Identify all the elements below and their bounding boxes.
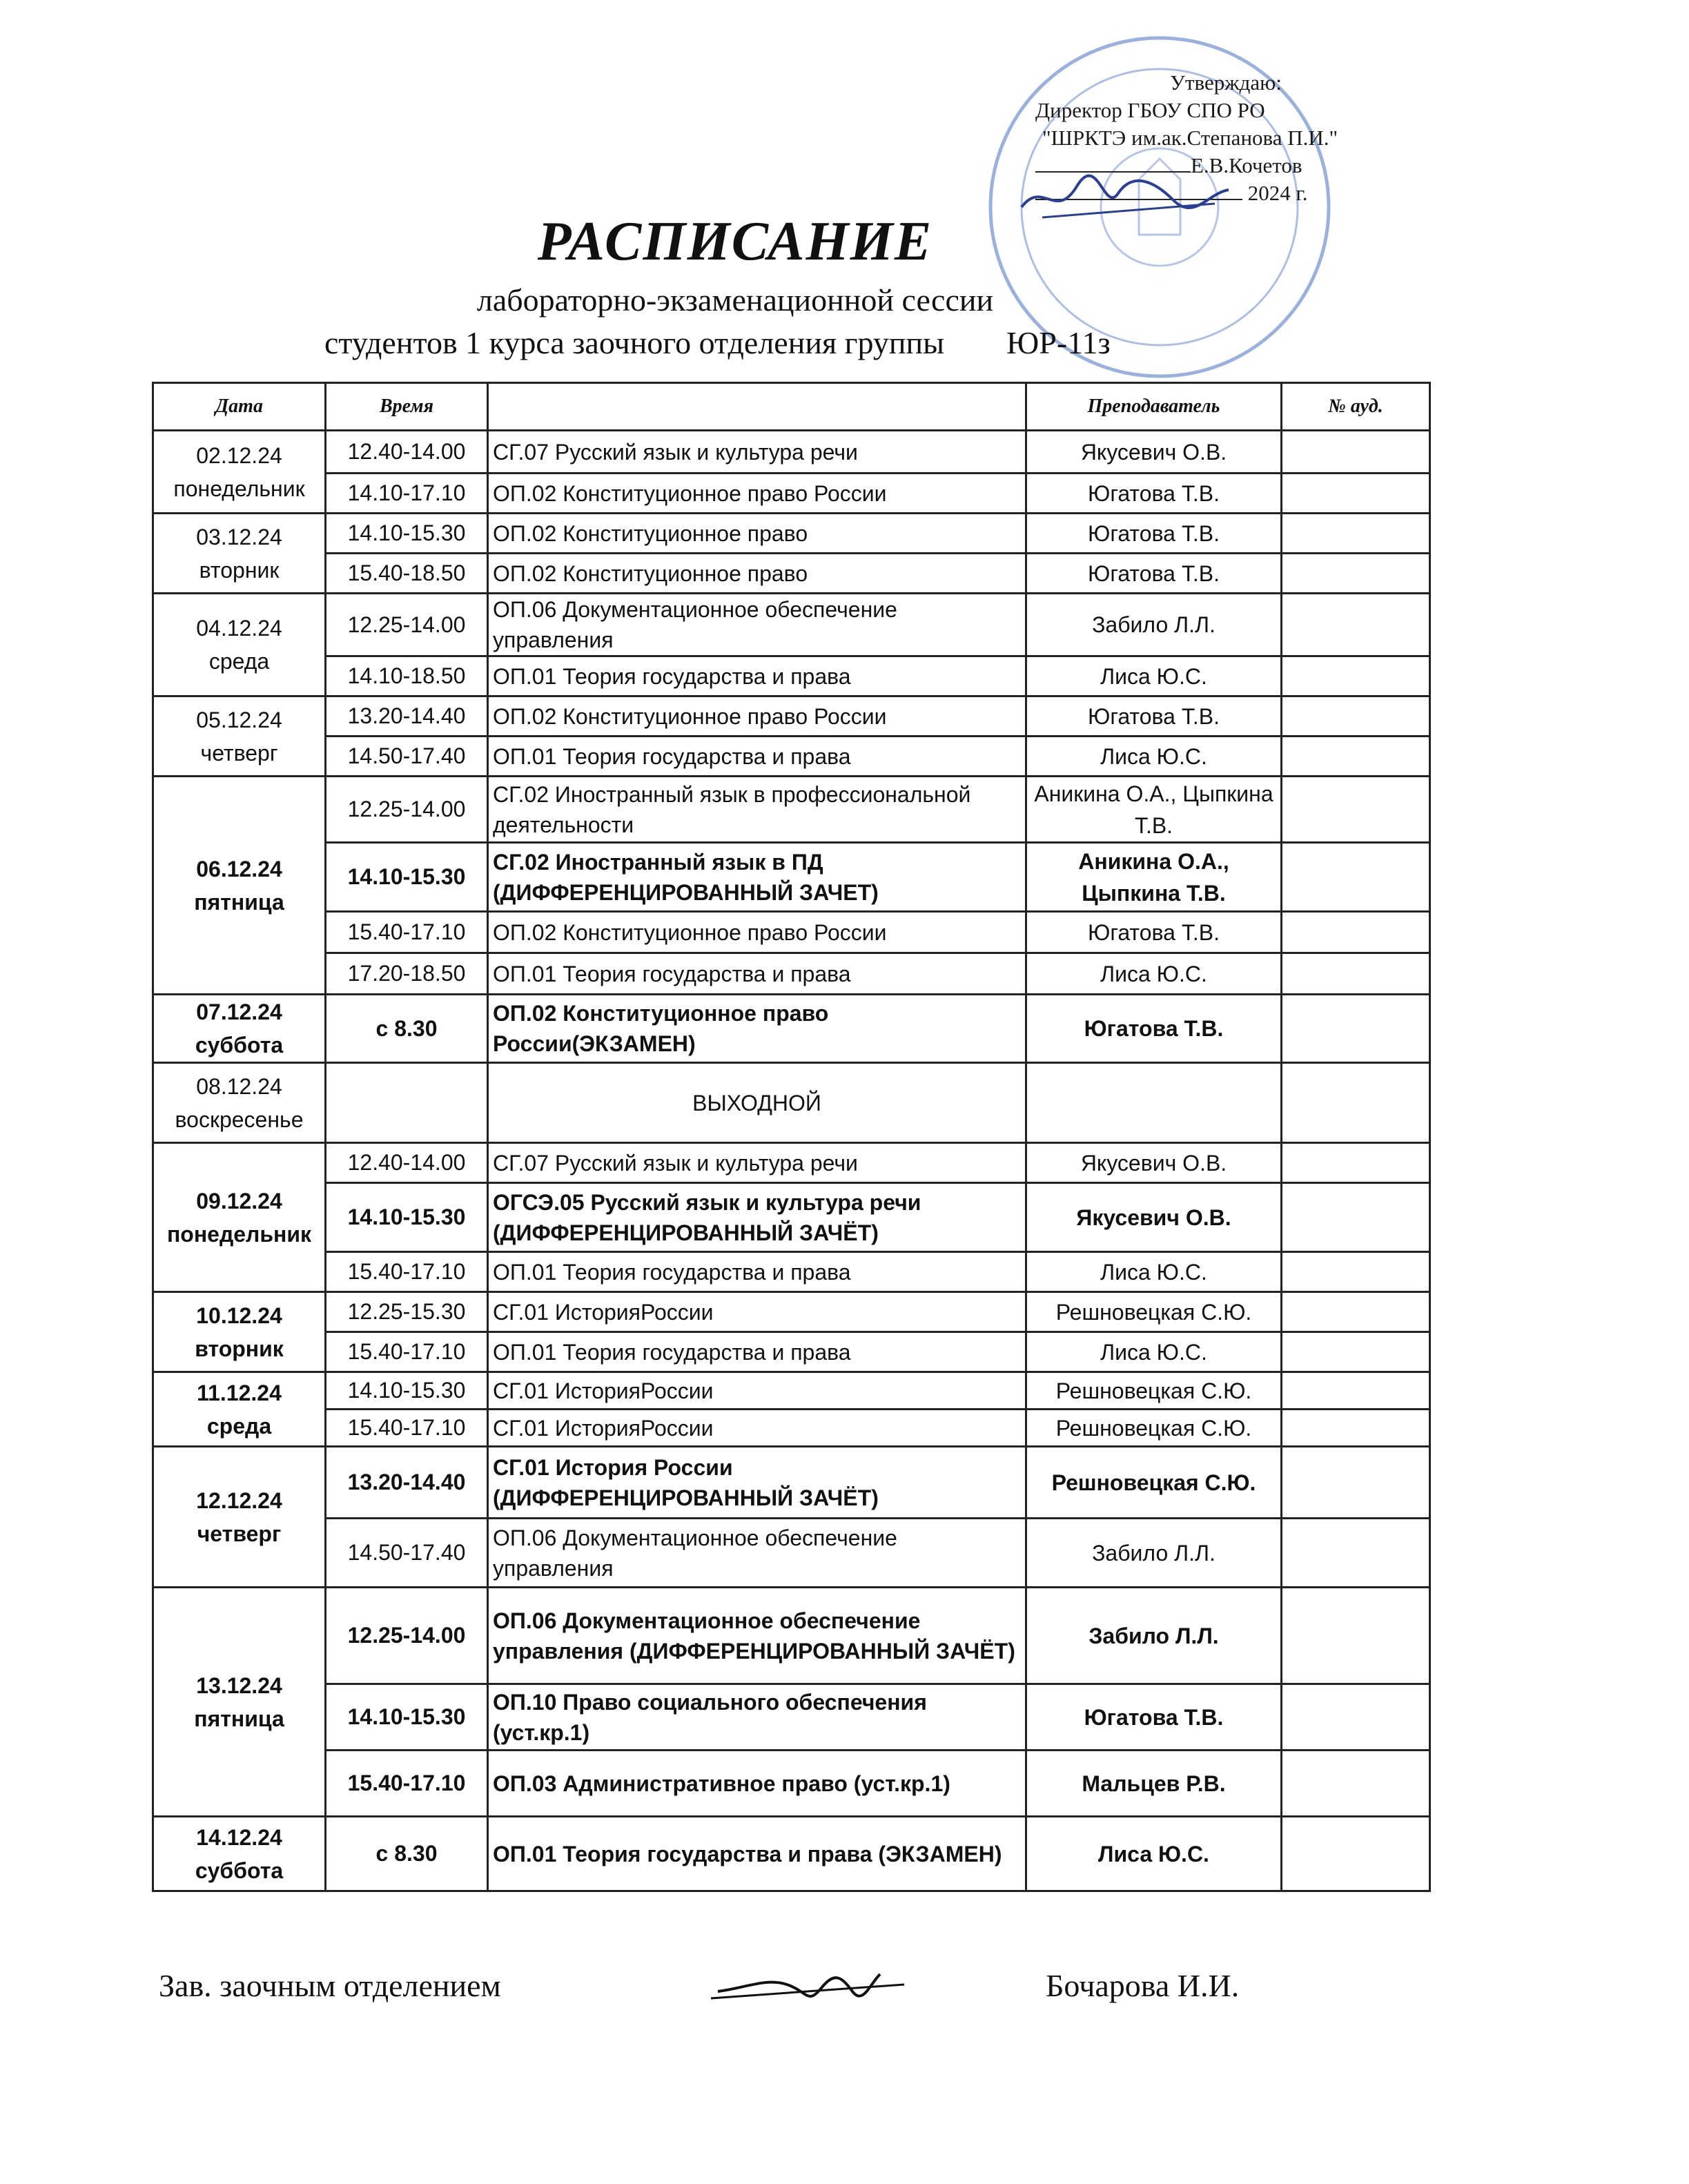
subject-cell: СГ.02 Иностранный язык в ПД (ДИФФЕРЕНЦИРОВАННЫЙ ЗАЧЕТ) (488, 843, 1026, 912)
approval-line-1: Утверждаю: (1170, 70, 1282, 95)
day-date: 07.12.24 (196, 1000, 282, 1024)
subject-cell: ОП.06 Документационное обеспечение управления (488, 1519, 1026, 1588)
day-cell (153, 696, 326, 777)
footer-position: Зав. заочным отделением (159, 1968, 501, 2003)
room-cell (1282, 912, 1430, 953)
day-weekday: среда (206, 1413, 272, 1439)
table-row (153, 843, 1430, 912)
director-name: Е.В.Кочетов (1191, 153, 1302, 177)
day-date: 09.12.24 (196, 1188, 282, 1213)
teacher-cell: Решновецкая С.Ю. (1026, 1410, 1282, 1447)
subject-cell: ОП.01 Теория государства и права (488, 737, 1026, 777)
teacher-cell: Лиса Ю.С. (1026, 1817, 1282, 1891)
time-cell: 14.10-18.50 (326, 656, 488, 696)
room-cell (1282, 995, 1430, 1063)
table-row (153, 1588, 1430, 1684)
room-cell (1282, 953, 1430, 995)
subject-cell: ОП.02 Конституционное право (488, 554, 1026, 594)
subject-cell: ОП.06 Документационное обеспечение управления (488, 594, 1026, 656)
time-cell: 14.10-17.10 (326, 474, 488, 514)
teacher-cell: Аникина О.А., Цыпкина Т.В. (1026, 843, 1282, 912)
time-cell: 14.10-15.30 (326, 1183, 488, 1252)
day-weekday: пятница (194, 889, 284, 915)
time-cell: 13.20-14.40 (326, 1447, 488, 1519)
time-cell: 12.25-14.00 (326, 594, 488, 656)
time-cell: 14.10-15.30 (326, 1372, 488, 1410)
room-cell (1282, 1332, 1430, 1372)
time-cell: 15.40-17.10 (326, 912, 488, 953)
room-cell (1282, 554, 1430, 594)
column-header-teacher: Преподаватель (1026, 383, 1282, 431)
teacher-cell (1026, 1063, 1282, 1143)
time-cell: 14.50-17.40 (326, 737, 488, 777)
subject-cell: ОП.03 Административное право (уст.кр.1) (488, 1751, 1026, 1817)
column-header-room: № ауд. (1282, 383, 1430, 431)
day-date: 05.12.24 (196, 707, 282, 732)
table-row (153, 737, 1430, 777)
time-cell: 14.50-17.40 (326, 1519, 488, 1588)
day-cell (153, 995, 326, 1063)
day-weekday: вторник (199, 557, 280, 583)
subject-cell: ОП.01 Теория государства и права (488, 1252, 1026, 1292)
time-cell: 13.20-14.40 (326, 696, 488, 737)
teacher-cell: Лиса Ю.С. (1026, 737, 1282, 777)
day-cell (153, 777, 326, 995)
table-row (153, 474, 1430, 514)
table-row (153, 1063, 1430, 1143)
subject-cell: СГ.01 ИсторияРоссии (488, 1372, 1026, 1410)
day-cell (153, 594, 326, 696)
room-cell (1282, 1252, 1430, 1292)
day-cell (153, 1143, 326, 1292)
subject-cell: ОП.02 Конституционное право России (488, 696, 1026, 737)
room-cell (1282, 1292, 1430, 1332)
group-code: ЮР-11з (1006, 325, 1111, 360)
teacher-cell: Решновецкая С.Ю. (1026, 1372, 1282, 1410)
teacher-cell: Якусевич О.В. (1026, 431, 1282, 474)
time-cell: 15.40-17.10 (326, 1252, 488, 1292)
day-date: 08.12.24 (196, 1073, 282, 1099)
day-date: 12.12.24 (196, 1488, 282, 1513)
teacher-cell: Югатова Т.В. (1026, 554, 1282, 594)
day-cell (153, 514, 326, 594)
approval-line-3: "ШРКТЭ им.ак.Степанова П.И." (1042, 126, 1338, 150)
table-row (153, 1684, 1430, 1751)
time-cell: 15.40-17.10 (326, 1332, 488, 1372)
room-cell (1282, 1063, 1430, 1143)
table-row (153, 777, 1430, 843)
approval-year: 2024 г. (1247, 181, 1308, 205)
day-date: 02.12.24 (196, 442, 282, 468)
subject-cell: СГ.07 Русский язык и культура речи (488, 431, 1026, 474)
table-row (153, 1817, 1430, 1891)
subject-cell: СГ.02 Иностранный язык в профессиональной деятельности (488, 777, 1026, 843)
table-row (153, 953, 1430, 995)
table-row (153, 1410, 1430, 1447)
footer-name: Бочарова И.И. (1046, 1968, 1240, 2003)
day-cell (153, 1372, 326, 1447)
day-date: 04.12.24 (196, 616, 282, 641)
teacher-cell: Забило Л.Л. (1026, 594, 1282, 656)
teacher-cell: Решновецкая С.Ю. (1026, 1447, 1282, 1519)
teacher-cell: Аникина О.А., Цыпкина Т.В. (1026, 777, 1282, 843)
day-weekday: суббота (195, 1858, 284, 1883)
table-row (153, 1292, 1430, 1332)
day-cell (153, 1292, 326, 1372)
teacher-cell: Югатова Т.В. (1026, 514, 1282, 554)
approval-line-2: Директор ГБОУ СПО РО (1035, 98, 1265, 122)
day-date: 11.12.24 (197, 1380, 282, 1405)
room-cell (1282, 474, 1430, 514)
teacher-cell: Лиса Ю.С. (1026, 953, 1282, 995)
teacher-cell: Лиса Ю.С. (1026, 1332, 1282, 1372)
subject-cell: СГ.01 ИсторияРоссии (488, 1292, 1026, 1332)
day-date: 13.12.24 (196, 1673, 282, 1698)
room-cell (1282, 777, 1430, 843)
day-weekday: среда (208, 649, 270, 674)
day-weekday: вторник (195, 1336, 284, 1361)
day-cell (153, 1063, 326, 1143)
table-row (153, 1751, 1430, 1817)
teacher-cell: Югатова Т.В. (1026, 995, 1282, 1063)
room-cell (1282, 737, 1430, 777)
time-cell: 12.25-14.00 (326, 777, 488, 843)
day-weekday: суббота (195, 1033, 284, 1057)
room-cell (1282, 1751, 1430, 1817)
subject-cell: ОП.01 Теория государства и права (488, 1332, 1026, 1372)
table-row (153, 1332, 1430, 1372)
schedule-table (152, 382, 1431, 1892)
table-row (153, 656, 1430, 696)
column-header-time: Время (326, 383, 488, 431)
day-cell (153, 1817, 326, 1891)
time-cell: 15.40-17.10 (326, 1410, 488, 1447)
room-cell (1282, 1143, 1430, 1183)
subject-cell: ОП.02 Конституционное право России(ЭКЗАМЕН) (488, 995, 1026, 1063)
time-cell: 14.10-15.30 (326, 514, 488, 554)
subject-cell: ОП.02 Конституционное право России (488, 912, 1026, 953)
table-row (153, 1143, 1430, 1183)
column-header-subject (488, 383, 1026, 431)
teacher-cell: Забило Л.Л. (1026, 1519, 1282, 1588)
subject-cell: СГ.01 История России (ДИФФЕРЕНЦИРОВАННЫЙ ЗАЧЁТ) (488, 1447, 1026, 1519)
room-cell (1282, 1410, 1430, 1447)
table-row (153, 1372, 1430, 1410)
time-cell (326, 1063, 488, 1143)
subject-cell: ОП.06 Документационное обеспечение управления (ДИФФЕРЕНЦИРОВАННЫЙ ЗАЧЁТ) (488, 1588, 1026, 1684)
room-cell (1282, 1817, 1430, 1891)
room-cell (1282, 1183, 1430, 1252)
subtitle-group-text: студентов 1 курса заочного отделения группы (324, 325, 945, 360)
time-cell: 12.40-14.00 (326, 1143, 488, 1183)
time-cell: 15.40-18.50 (326, 554, 488, 594)
room-cell (1282, 843, 1430, 912)
day-cell (153, 1588, 326, 1817)
day-weekday: четверг (200, 740, 278, 766)
time-cell: 14.10-15.30 (326, 1684, 488, 1751)
subject-cell: ВЫХОДНОЙ (488, 1063, 1026, 1143)
time-cell: 15.40-17.10 (326, 1751, 488, 1817)
subject-cell: ОП.02 Конституционное право России (488, 474, 1026, 514)
teacher-cell: Якусевич О.В. (1026, 1143, 1282, 1183)
subject-cell: ОП.02 Конституционное право (488, 514, 1026, 554)
table-row (153, 912, 1430, 953)
time-cell: 12.25-15.30 (326, 1292, 488, 1332)
room-cell (1282, 1372, 1430, 1410)
teacher-cell: Мальцев Р.В. (1026, 1751, 1282, 1817)
table-row (153, 431, 1430, 474)
page-title: РАСПИСАНИЕ (537, 211, 933, 272)
teacher-cell: Югатова Т.В. (1026, 474, 1282, 514)
table-row (153, 696, 1430, 737)
teacher-cell: Югатова Т.В. (1026, 912, 1282, 953)
table-row (153, 995, 1430, 1063)
time-cell: 17.20-18.50 (326, 953, 488, 995)
time-cell: с 8.30 (326, 1817, 488, 1891)
room-cell (1282, 1447, 1430, 1519)
teacher-cell: Решновецкая С.Ю. (1026, 1292, 1282, 1332)
day-cell (153, 431, 326, 514)
subtitle-group (324, 324, 1111, 361)
room-cell (1282, 1588, 1430, 1684)
teacher-cell: Забило Л.Л. (1026, 1588, 1282, 1684)
subject-cell: СГ.01 ИсторияРоссии (488, 1410, 1026, 1447)
room-cell (1282, 696, 1430, 737)
subject-cell: ОП.01 Теория государства и права (ЭКЗАМЕН) (488, 1817, 1026, 1891)
schedule-body (153, 431, 1430, 1891)
subject-cell: ОГСЭ.05 Русский язык и культура речи (ДИФФЕРЕНЦИРОВАННЫЙ ЗАЧЁТ) (488, 1183, 1026, 1252)
teacher-cell: Югатова Т.В. (1026, 1684, 1282, 1751)
subject-cell: ОП.01 Теория государства и права (488, 953, 1026, 995)
table-row (153, 594, 1430, 656)
time-cell: 12.40-14.00 (326, 431, 488, 474)
room-cell (1282, 431, 1430, 474)
subject-cell: СГ.07 Русский язык и культура речи (488, 1143, 1026, 1183)
column-header-date: Дата (153, 383, 326, 431)
room-cell (1282, 594, 1430, 656)
time-cell: 12.25-14.00 (326, 1588, 488, 1684)
day-weekday: четверг (197, 1521, 282, 1546)
teacher-cell: Лиса Ю.С. (1026, 656, 1282, 696)
teacher-cell: Якусевич О.В. (1026, 1183, 1282, 1252)
day-date: 10.12.24 (196, 1303, 282, 1328)
table-row (153, 1447, 1430, 1519)
teacher-cell: Лиса Ю.С. (1026, 1252, 1282, 1292)
subject-cell: ОП.10 Право социального обеспечения (уст.кр.1) (488, 1684, 1026, 1751)
teacher-cell: Югатова Т.В. (1026, 696, 1282, 737)
table-row (153, 1252, 1430, 1292)
room-cell (1282, 1519, 1430, 1588)
day-date: 06.12.24 (196, 856, 282, 881)
table-row (153, 1183, 1430, 1252)
day-weekday: воскресенье (175, 1106, 304, 1132)
table-row (153, 554, 1430, 594)
day-date: 03.12.24 (196, 524, 282, 549)
room-cell (1282, 656, 1430, 696)
subject-cell: ОП.01 Теория государства и права (488, 656, 1026, 696)
day-date: 14.12.24 (196, 1824, 282, 1850)
table-row (153, 1519, 1430, 1588)
day-weekday: понедельник (166, 1221, 312, 1247)
room-cell (1282, 514, 1430, 554)
table-header-row (153, 383, 1430, 431)
time-cell: с 8.30 (326, 995, 488, 1063)
day-weekday: пятница (194, 1706, 284, 1731)
day-cell (153, 1447, 326, 1588)
room-cell (1282, 1684, 1430, 1751)
day-weekday: понедельник (173, 476, 305, 501)
head-signature (704, 1957, 911, 2019)
time-cell: 14.10-15.30 (326, 843, 488, 912)
table-row (153, 514, 1430, 554)
subtitle-session: лабораторно-экзаменационной сессии (476, 282, 994, 318)
